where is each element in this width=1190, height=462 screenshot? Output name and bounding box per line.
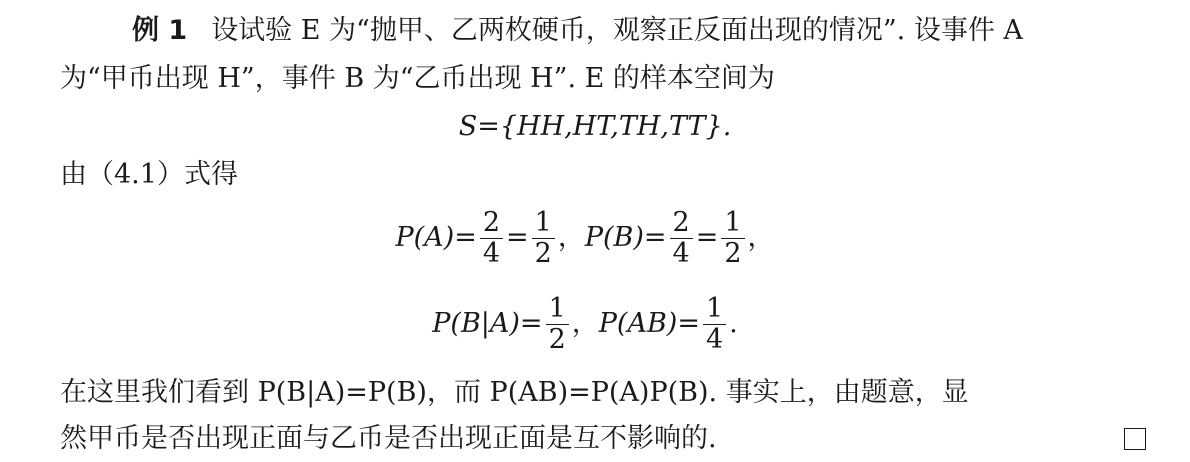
pa-fraction-2 — [532, 208, 555, 269]
example-label: 例 1 — [132, 15, 188, 46]
conclusion-line-2 — [60, 422, 717, 456]
formula-reference-text: 由（4.1）式得 — [60, 159, 238, 190]
end-of-proof-square-icon — [1124, 428, 1146, 450]
pb-denominator-2: 2 — [724, 238, 742, 269]
example-line-2 — [60, 62, 775, 96]
pba-numerator: 1 — [546, 294, 569, 325]
pa-equals: = — [506, 222, 529, 253]
eq2-separator: ， — [571, 308, 599, 339]
pb-numerator-1: 2 — [670, 208, 693, 239]
pb-equals: = — [695, 222, 719, 253]
pa-numerator-2: 1 — [532, 208, 555, 239]
conclusion-text-2: 然甲币是否出现正面与乙币是否出现正面是互不影响的. — [60, 423, 717, 454]
pba-denominator: 2 — [548, 324, 566, 355]
eq2-tail: . — [729, 308, 738, 339]
pa-numerator-1: 2 — [480, 208, 503, 239]
pb-numerator-2: 1 — [721, 208, 744, 239]
pa-denominator-2: 2 — [534, 238, 552, 269]
formula-reference-line — [60, 158, 238, 192]
sample-space-equation — [0, 110, 1190, 144]
pba-left: P(B|A)= — [432, 308, 543, 339]
pab-denominator: 4 — [705, 324, 724, 355]
pba-fraction — [546, 294, 569, 355]
pa-fraction-1 — [480, 208, 503, 269]
pb-left: P(B)= — [584, 222, 667, 253]
pb-fraction-2 — [721, 208, 744, 269]
probability-equation-2 — [0, 294, 1180, 355]
probability-equation-1 — [0, 208, 1180, 269]
example-line-1 — [132, 14, 1023, 48]
conclusion-line-1 — [60, 376, 969, 410]
example-text-1: 设试验 E 为“抛甲、乙两枚硬币，观察正反面出现的情况”. 设事件 A — [211, 15, 1023, 46]
conclusion-text-1: 在这里我们看到 P(B|A)=P(B)，而 P(AB)=P(A)P(B). 事实上，由题意，显 — [60, 377, 969, 408]
pab-left: P(AB)= — [598, 308, 700, 339]
eq1-tail: ， — [747, 222, 775, 253]
pa-denominator-1: 4 — [482, 238, 501, 269]
pab-fraction — [703, 294, 726, 355]
pb-fraction-1 — [670, 208, 693, 269]
eq1-separator: ， — [557, 222, 585, 253]
pb-denominator-1: 4 — [672, 238, 690, 269]
sample-space-text: S={HH,HT,TH,TT}. — [458, 111, 732, 142]
pab-numerator: 1 — [703, 294, 726, 325]
pa-left: P(A)= — [395, 222, 477, 253]
example-text-2: 为“甲币出现 H”，事件 B 为“乙币出现 H”. E 的样本空间为 — [60, 63, 775, 94]
